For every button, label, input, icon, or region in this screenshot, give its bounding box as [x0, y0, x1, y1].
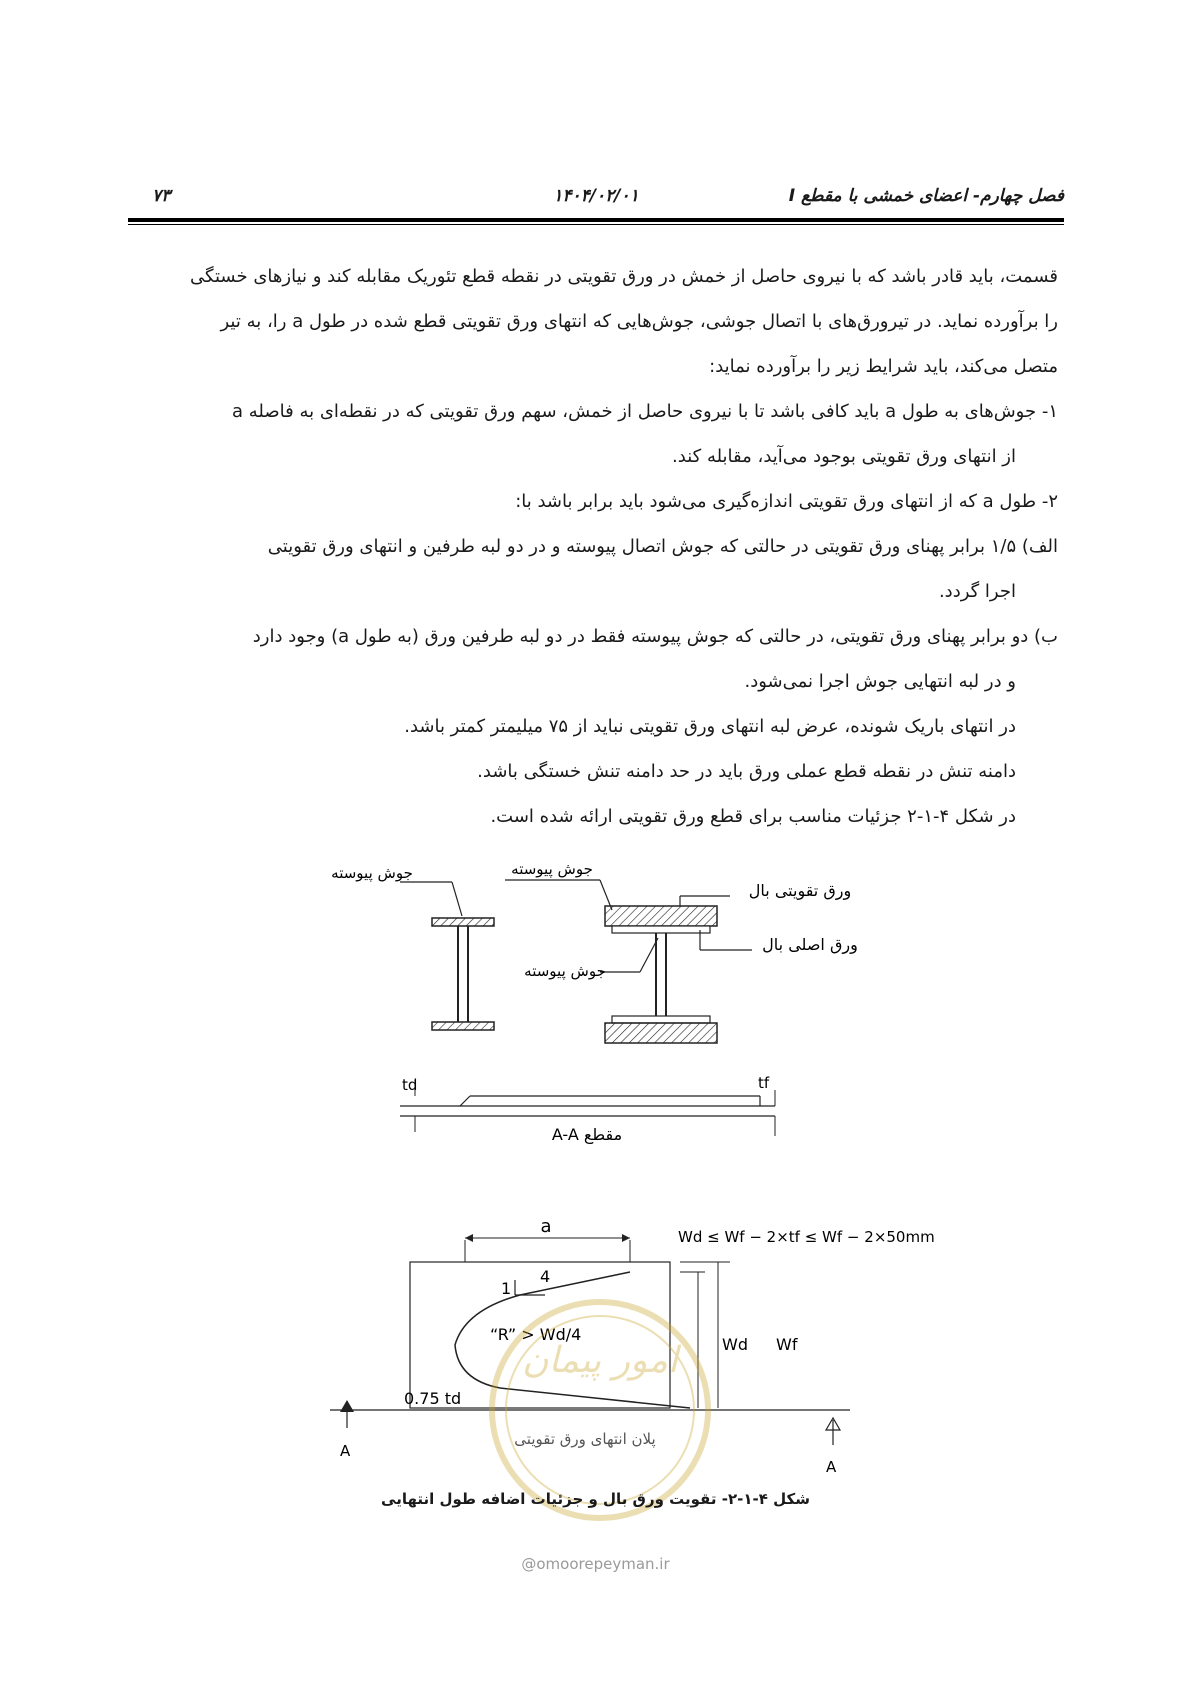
i-beam-right: [605, 906, 717, 1043]
figure-caption: شکل ۴-۱-۲- تقویت ورق بال و جزئیات اضافه طول انتهایی: [381, 1490, 810, 1508]
item-be-cont: و در لبه انتهایی جوش اجرا نمی‌شود.: [744, 671, 1016, 692]
label-td: td: [402, 1076, 418, 1094]
label-slope-4: 4: [540, 1267, 551, 1286]
label-cont-weld-mid: جوش پیوسته: [524, 962, 606, 980]
label-main-flange: ورق اصلی بال: [762, 935, 858, 954]
label-cont-weld-top: جوش پیوسته: [511, 860, 593, 878]
label-radius: “R” > Wd/4: [490, 1325, 582, 1344]
label-plan: پلان انتهای ورق تقویتی: [514, 1430, 656, 1448]
list-item-1: ۱- جوش‌های به طول a باید کافی باشد تا با نیروی حاصل از خمش، سهم ورق تقویتی که در نقطه‌ای به فاصله a: [232, 401, 1058, 422]
note-figure-ref: در شکل ۴-۱-۲ جزئیات مناسب برای قطع ورق تقویتی ارائه شده است.: [490, 806, 1016, 827]
label-slope-1: 1: [501, 1279, 512, 1298]
label-a: a: [540, 1216, 552, 1237]
item-be: ب) دو برابر پهنای ورق تقویتی، در حالتی که جوش پیوسته فقط در دو لبه طرفین ورق (به طول a) وجود دارد: [252, 626, 1058, 647]
item-alef: الف) ۱/۵ برابر پهنای ورق تقویتی در حالتی که جوش اتصال پیوسته و در دو لبه طرفین و انتهای ورق تقویتی: [267, 536, 1058, 557]
formula: Wd ≤ Wf − 2×tf ≤ Wf − 2×50mm: [678, 1228, 935, 1246]
header-date: ۱۴۰۴/۰۲/۰۱: [553, 186, 639, 206]
list-item-2: ۲- طول a که از انتهای ورق تقویتی اندازه‌گیری می‌شود باید برابر باشد با:: [515, 491, 1058, 512]
paragraph-line: را برآورده نماید. در تیرورق‌های با اتصال جوشی، جوش‌هایی که انتهای ورق تقویتی قطع شده در طول a را، به تیر: [220, 311, 1058, 332]
label-a-right: A: [826, 1458, 837, 1476]
note-taper: در انتهای باریک شونده، عرض لبه انتهای ورق تقویتی نباید از ۷۵ میلیمتر کمتر باشد.: [404, 716, 1016, 737]
paragraph-line: قسمت، باید قادر باشد که با نیروی حاصل از خمش در ورق تقویتی در نقطه قطع تئوریک مقابله کند و نیازهای خستگی: [190, 266, 1058, 287]
label-tf: tf: [758, 1074, 770, 1092]
paragraph-line: متصل می‌کند، باید شرایط زیر را برآورده نماید:: [709, 356, 1058, 377]
list-item-1-cont: از انتهای ورق تقویتی بوجود می‌آید، مقابله کند.: [672, 446, 1016, 467]
label-wd: Wd: [722, 1335, 748, 1354]
label-cont-weld-left: جوش پیوسته: [331, 864, 413, 882]
label-a-left: A: [340, 1442, 351, 1460]
label-section: مقطع A-A: [551, 1125, 623, 1144]
label-075td: 0.75 td: [404, 1389, 462, 1408]
watermark-text: امور پیمان: [522, 1340, 678, 1381]
i-beam-left: [400, 882, 494, 1030]
label-cover-plate: ورق تقویتی بال: [748, 881, 852, 900]
item-alef-cont: اجرا گردد.: [938, 581, 1016, 602]
page-number: ۷۳: [152, 186, 171, 206]
label-wf: Wf: [776, 1335, 798, 1354]
chapter-title: فصل چهارم- اعضای خمشی با مقطع I: [788, 186, 1064, 206]
footer-link: @omoorepeyman.ir: [521, 1555, 670, 1573]
note-stress: دامنه تنش در نقطه قطع عملی ورق باید در حد دامنه تنش خستگی باشد.: [477, 761, 1016, 782]
